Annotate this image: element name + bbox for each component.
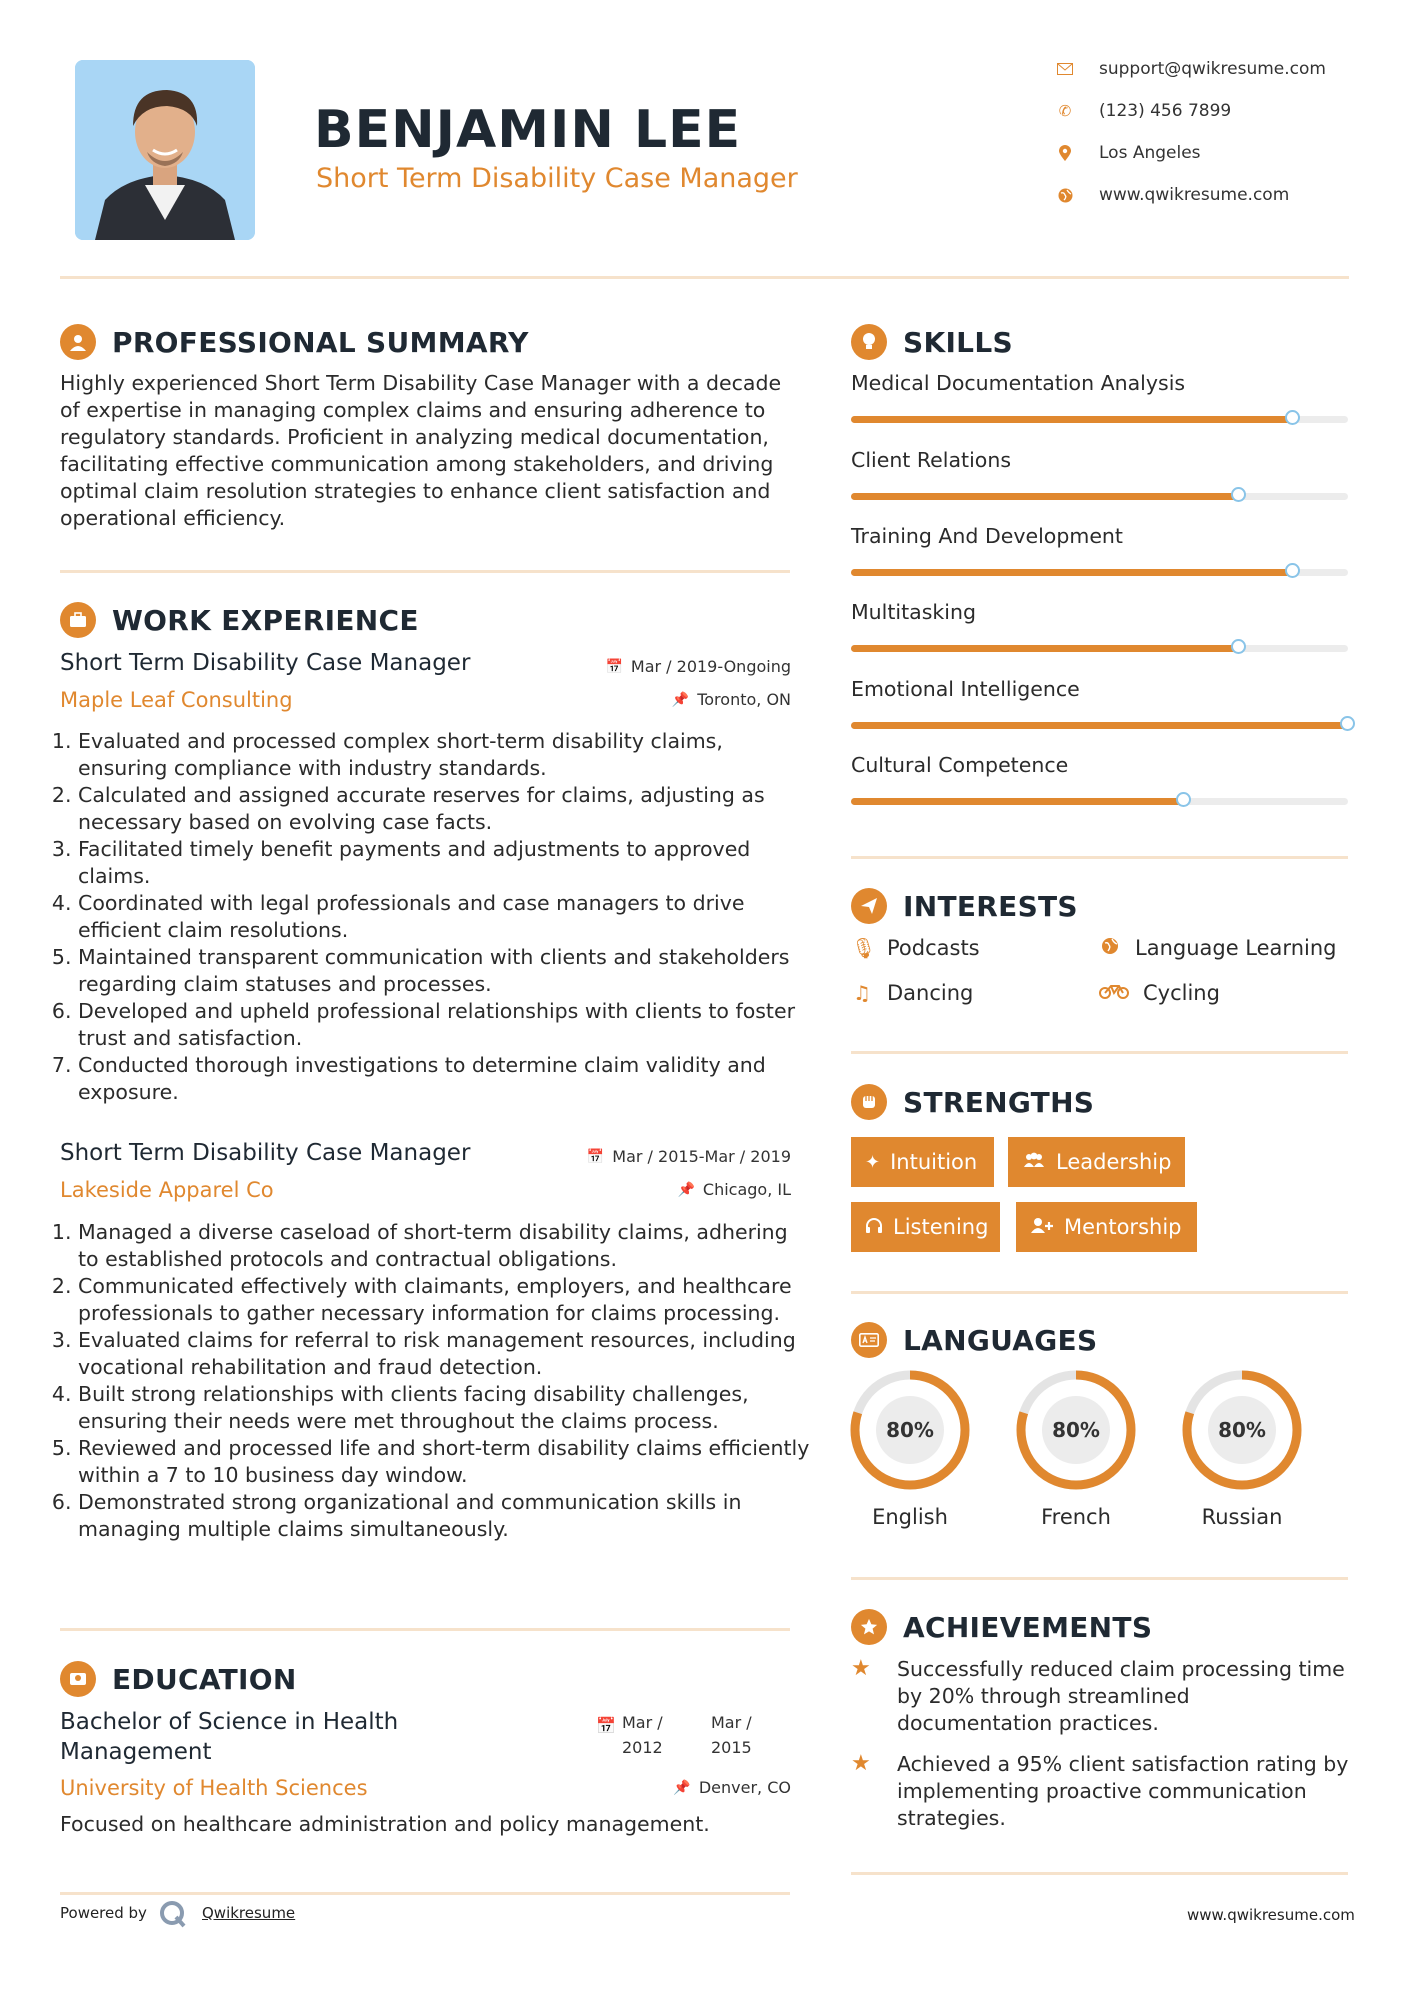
calendar-icon: 📅 bbox=[596, 1716, 616, 1735]
achievement-item bbox=[851, 1751, 1351, 1832]
strengths-heading bbox=[851, 1084, 1094, 1120]
interest-dancing bbox=[851, 981, 973, 1005]
graduation-icon bbox=[60, 1661, 96, 1697]
skill-label: Multitasking bbox=[851, 600, 976, 624]
interests-heading bbox=[851, 888, 1078, 924]
language-ring bbox=[849, 1369, 971, 1491]
list-item: 2. Calculated and assigned accurate reserves for claims, adjusting as necessary based on evolving case facts. bbox=[78, 782, 813, 836]
summary-text: Highly experienced Short Term Disability Case Manager with a decade of expertise in managing complex claims and ensuring adherence to regulatory standards. Proficient in analyzing medical documentation, facilitating effective communication among stakeholders, and driving optimal claim resolution strategies to enhance client satisfaction and operational efficiency. bbox=[60, 371, 782, 530]
list-item: 5. Reviewed and processed life and short-term disability claims efficiently within a 7 to 10 business day window. bbox=[78, 1435, 813, 1489]
strengths-heading-text: STRENGTHS bbox=[903, 1085, 1095, 1119]
achievements-heading-text: ACHIEVEMENTS bbox=[903, 1610, 1153, 1644]
language-percent: 80% bbox=[1052, 1418, 1100, 1442]
contact-location bbox=[1055, 143, 1201, 163]
language-percent: 80% bbox=[1218, 1418, 1266, 1442]
list-item: 5. Maintained transparent communication with clients and stakeholders regarding claim statuses and processes. bbox=[78, 944, 813, 998]
education-heading-text: EDUCATION bbox=[112, 1662, 297, 1696]
education-note: Focused on healthcare administration and policy management. bbox=[60, 1812, 710, 1836]
strength-chip bbox=[1008, 1137, 1185, 1187]
skill-bar-knob bbox=[1231, 487, 1246, 502]
skill-label: Client Relations bbox=[851, 448, 1012, 472]
job-1-duties bbox=[60, 728, 813, 1106]
skills-divider bbox=[851, 856, 1348, 859]
lightbulb-icon bbox=[851, 324, 887, 360]
job-1-company: Maple Leaf Consulting bbox=[60, 688, 293, 712]
achievement-text: Achieved a 95% client satisfaction rating by implementing proactive communication strategies. bbox=[897, 1752, 1349, 1830]
envelope-icon bbox=[1055, 59, 1075, 79]
summary-heading bbox=[60, 324, 529, 360]
achievement-text: Successfully reduced claim processing time by 20% through streamlined documentation practices. bbox=[897, 1657, 1345, 1735]
summary-divider bbox=[60, 570, 790, 573]
skill-bar bbox=[851, 645, 1348, 652]
languages-divider bbox=[851, 1577, 1348, 1580]
achievement-item bbox=[851, 1656, 1351, 1737]
interest-label: Language Learning bbox=[1135, 936, 1337, 960]
work-heading bbox=[60, 602, 419, 638]
user-plus-icon bbox=[1030, 1217, 1054, 1238]
list-item: 7. Conducted thorough investigations to determine claim validity and exposure. bbox=[78, 1052, 813, 1106]
skill-bar-fill bbox=[851, 569, 1293, 576]
skill-bar-knob bbox=[1176, 792, 1191, 807]
strengths-divider bbox=[851, 1291, 1348, 1294]
strength-label: Intuition bbox=[890, 1150, 978, 1174]
job-1-dates-text: Mar / 2019-Ongoing bbox=[630, 657, 791, 676]
qwikresume-link[interactable]: Qwikresume bbox=[202, 1904, 296, 1922]
skill-label: Emotional Intelligence bbox=[851, 677, 1080, 701]
education-location-text: Denver, CO bbox=[698, 1778, 791, 1797]
list-item: 3. Facilitated timely benefit payments and adjustments to approved claims. bbox=[78, 836, 813, 890]
skill-bar-fill bbox=[851, 798, 1184, 805]
calendar-icon: 📅 bbox=[586, 1148, 605, 1165]
job-1-location bbox=[560, 690, 791, 709]
skill-bar-knob bbox=[1340, 716, 1355, 731]
skill-bar bbox=[851, 493, 1348, 500]
headphones-icon bbox=[865, 1217, 883, 1238]
list-item: 1. Managed a diverse caseload of short-term disability claims, adhering to established protocols and contractual obligations. bbox=[78, 1219, 813, 1273]
education-divider bbox=[60, 1892, 790, 1895]
education-degree: Bachelor of Science in Health Management bbox=[60, 1709, 399, 1765]
interest-language-learning bbox=[1099, 936, 1336, 960]
pin-icon: 📌 bbox=[673, 1779, 691, 1796]
job-2-duties bbox=[60, 1219, 813, 1543]
contact-website[interactable] bbox=[1055, 185, 1289, 205]
candidate-title: Short Term Disability Case Manager bbox=[316, 163, 798, 194]
education-school: University of Health Sciences bbox=[60, 1776, 368, 1800]
language-ring bbox=[1015, 1369, 1137, 1491]
interest-label: Dancing bbox=[887, 981, 974, 1005]
interest-label: Podcasts bbox=[887, 936, 980, 960]
star-badge-icon bbox=[851, 1609, 887, 1645]
contact-email-text: support@qwikresume.com bbox=[1099, 59, 1326, 79]
music-note-icon: ♫ bbox=[853, 981, 871, 1005]
user-icon bbox=[60, 324, 96, 360]
job-2-dates bbox=[540, 1147, 791, 1166]
job-2-location bbox=[560, 1180, 791, 1199]
footer-website[interactable]: www.qwikresume.com bbox=[1187, 1906, 1355, 1924]
list-item: 6. Demonstrated strong organizational and communication skills in managing multiple claims simultaneously. bbox=[78, 1489, 813, 1543]
powered-by-label: Powered by bbox=[60, 1904, 147, 1922]
languages-heading bbox=[851, 1322, 1097, 1358]
job-2-location-text: Chicago, IL bbox=[702, 1180, 791, 1199]
skill-bar-knob bbox=[1285, 410, 1300, 425]
interests-heading-text: INTERESTS bbox=[903, 889, 1078, 923]
skill-bar bbox=[851, 722, 1348, 729]
strength-chip bbox=[1016, 1202, 1197, 1252]
job-1-location-text: Toronto, ON bbox=[697, 690, 791, 709]
skill-bar-fill bbox=[851, 493, 1239, 500]
interest-cycling bbox=[1099, 981, 1220, 1005]
list-item: 6. Developed and upheld professional relationships with clients to foster trust and satisfaction. bbox=[78, 998, 813, 1052]
bicycle-icon bbox=[1099, 981, 1129, 1005]
contact-phone[interactable] bbox=[1055, 101, 1231, 121]
skills-heading bbox=[851, 324, 1013, 360]
skill-bar-fill bbox=[851, 645, 1239, 652]
skill-bar bbox=[851, 569, 1348, 576]
microphone-icon: 🎙 bbox=[851, 936, 877, 960]
work-heading-text: WORK EXPERIENCE bbox=[112, 603, 419, 637]
strength-chip bbox=[851, 1202, 1000, 1252]
strength-label: Leadership bbox=[1056, 1150, 1172, 1174]
interests-divider bbox=[851, 1051, 1348, 1054]
list-item: 1. Evaluated and processed complex short-term disability claims, ensuring compliance with industry standards. bbox=[78, 728, 813, 782]
globe-icon bbox=[1099, 936, 1121, 960]
education-start: Mar / 2012 bbox=[622, 1713, 663, 1757]
job-1-role: Short Term Disability Case Manager bbox=[60, 650, 471, 676]
skill-bar-knob bbox=[1285, 563, 1300, 578]
magic-wand-icon: ✦ bbox=[865, 1151, 881, 1173]
achievements-heading bbox=[851, 1609, 1152, 1645]
fist-icon bbox=[851, 1084, 887, 1120]
phone-icon: ✆ bbox=[1058, 102, 1072, 120]
briefcase-icon bbox=[60, 602, 96, 638]
list-item: 2. Communicated effectively with claimants, employers, and healthcare professionals to gather necessary information for claims processing. bbox=[78, 1273, 813, 1327]
skill-label: Medical Documentation Analysis bbox=[851, 371, 1186, 395]
star-icon: ★ bbox=[851, 1656, 871, 1681]
language-ring bbox=[1181, 1369, 1303, 1491]
skill-bar bbox=[851, 416, 1348, 423]
education-end: Mar / 2015 bbox=[711, 1713, 752, 1757]
strength-chip bbox=[851, 1137, 994, 1187]
interest-label: Cycling bbox=[1143, 981, 1220, 1005]
header-divider bbox=[60, 276, 1349, 279]
skill-bar-fill bbox=[851, 722, 1348, 729]
skill-bar-knob bbox=[1231, 639, 1246, 654]
education-heading bbox=[60, 1661, 297, 1697]
qwikresume-logo-icon bbox=[158, 1899, 188, 1933]
calendar-icon: 📅 bbox=[605, 658, 623, 675]
contact-location-text: Los Angeles bbox=[1099, 143, 1201, 163]
language-name: Russian bbox=[1201, 1505, 1283, 1529]
job-2-role: Short Term Disability Case Manager bbox=[60, 1140, 471, 1166]
interest-podcasts bbox=[851, 936, 980, 960]
skill-bar-fill bbox=[851, 416, 1293, 423]
skill-bar bbox=[851, 798, 1348, 805]
job-1-dates bbox=[560, 657, 791, 676]
profile-photo bbox=[75, 60, 255, 240]
pin-icon: 📌 bbox=[671, 691, 690, 708]
candidate-name: BENJAMIN LEE bbox=[314, 100, 742, 160]
skills-heading-text: SKILLS bbox=[903, 325, 1013, 359]
list-item: 4. Built strong relationships with clients facing disability challenges, ensuring their needs were met throughout the claims process. bbox=[78, 1381, 813, 1435]
work-divider bbox=[60, 1628, 790, 1631]
job-2-company: Lakeside Apparel Co bbox=[60, 1178, 274, 1202]
job-2-dates-text: Mar / 2015-Mar / 2019 bbox=[612, 1147, 791, 1166]
pin-icon: 📌 bbox=[677, 1181, 695, 1198]
list-item: 3. Evaluated claims for referral to risk management resources, including vocational rehabilitation and fraud detection. bbox=[78, 1327, 813, 1381]
skill-label: Training And Development bbox=[851, 524, 1123, 548]
contact-phone-text: (123) 456 7899 bbox=[1099, 101, 1232, 121]
strength-label: Listening bbox=[893, 1215, 989, 1239]
achievements-divider bbox=[851, 1872, 1348, 1875]
strength-label: Mentorship bbox=[1064, 1215, 1182, 1239]
education-location bbox=[560, 1778, 791, 1797]
contact-website-text: www.qwikresume.com bbox=[1099, 185, 1290, 205]
languages-heading-text: LANGUAGES bbox=[903, 1323, 1098, 1357]
language-card-icon bbox=[851, 1322, 887, 1358]
language-name: English bbox=[872, 1505, 948, 1529]
skill-label: Cultural Competence bbox=[851, 753, 1069, 777]
map-pin-icon bbox=[1055, 143, 1075, 163]
contact-email[interactable] bbox=[1055, 59, 1326, 79]
users-icon bbox=[1022, 1152, 1046, 1173]
language-name: French bbox=[1041, 1505, 1111, 1529]
paper-plane-icon bbox=[851, 888, 887, 924]
summary-heading-text: PROFESSIONAL SUMMARY bbox=[112, 325, 529, 359]
list-item: 4. Coordinated with legal professionals and case managers to drive efficient claim resolutions. bbox=[78, 890, 813, 944]
star-icon: ★ bbox=[851, 1751, 871, 1776]
globe-icon bbox=[1055, 185, 1075, 205]
language-percent: 80% bbox=[886, 1418, 934, 1442]
